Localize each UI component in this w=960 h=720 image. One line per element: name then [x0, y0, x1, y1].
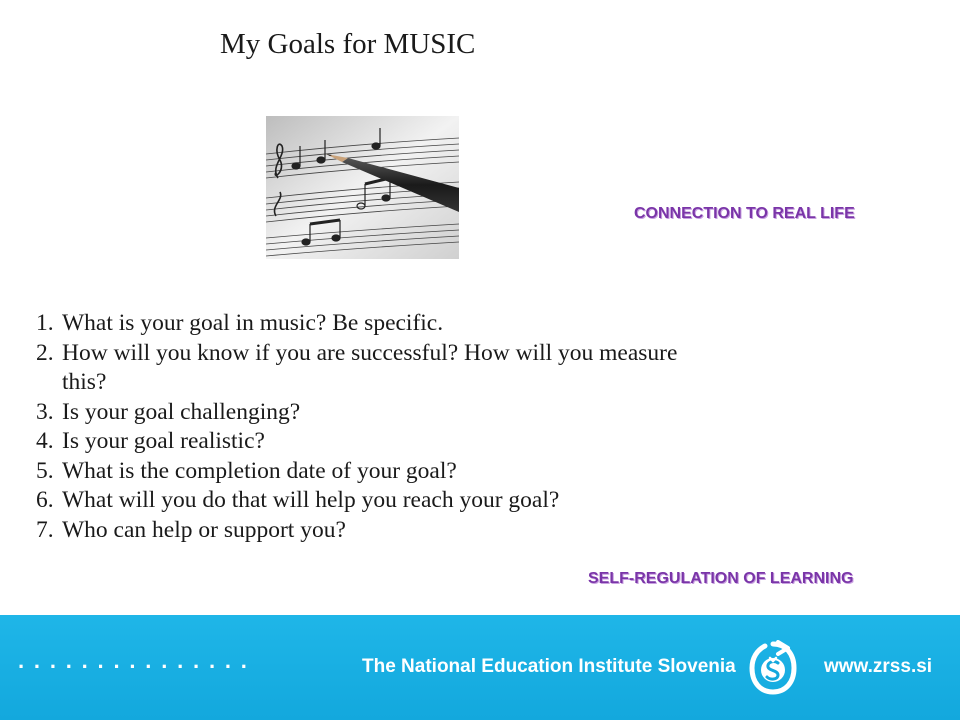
question-text: Is your goal realistic? [62, 428, 265, 454]
institute-name: The National Education Institute Slovenia [362, 656, 736, 677]
goal-questions-list [36, 309, 716, 545]
question-number: 5. [36, 457, 54, 484]
slide-title: My Goals for MUSIC [220, 28, 476, 60]
list-item [36, 339, 716, 398]
list-item [36, 398, 716, 428]
list-item [36, 516, 716, 546]
question-number: 7. [36, 516, 54, 543]
question-number: 2. [36, 339, 54, 366]
question-text: How will you know if you are successful? How will you measure this? [62, 339, 678, 395]
list-item [36, 427, 716, 457]
question-number: 4. [36, 428, 54, 454]
list-item [36, 486, 716, 516]
question-text: What is your goal in music? Be specific. [62, 310, 444, 336]
sheet-music-image [266, 116, 459, 259]
question-number: 3. [36, 398, 54, 425]
question-number: 1. [36, 310, 54, 336]
zrss-logo-icon [748, 640, 798, 696]
question-text: Is your goal challenging? [62, 398, 301, 425]
self-regulation-label: SELF-REGULATION OF LEARNING [588, 570, 854, 587]
connection-to-real-life-label: CONNECTION TO REAL LIFE [634, 205, 855, 222]
sheet-music-photo [266, 116, 459, 259]
list-item [36, 457, 716, 487]
question-text: Who can help or support you? [62, 516, 346, 543]
website-link[interactable]: www.zrss.si [824, 656, 933, 677]
list-item [36, 309, 716, 339]
question-text: What is the completion date of your goal? [62, 457, 457, 484]
footer-dots: ............... [18, 648, 257, 673]
question-number: 6. [36, 487, 54, 513]
question-text: What will you do that will help you reach your goal? [62, 487, 560, 513]
